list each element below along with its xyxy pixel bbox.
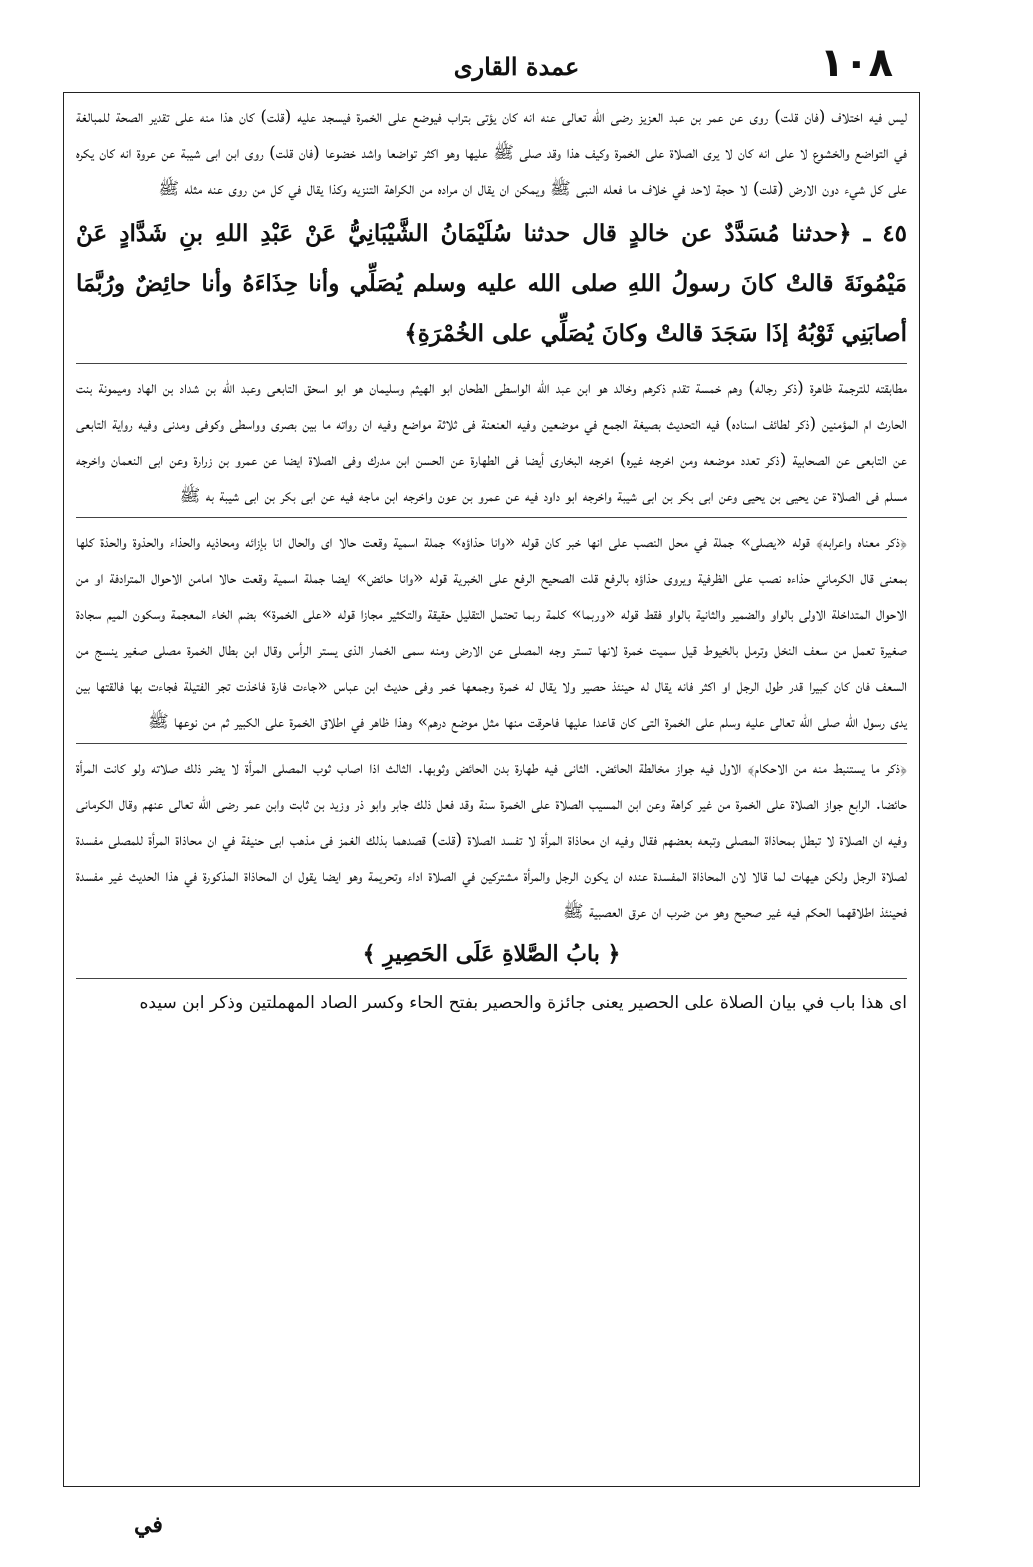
divider	[76, 978, 907, 979]
catchword: في	[134, 1512, 163, 1538]
page-number: ١٠٨	[819, 40, 893, 86]
divider	[76, 363, 907, 364]
running-title: عمدة القارى	[453, 52, 580, 81]
chapter-heading: ﴿ بابُ الصَّلاةِ عَلَى الحَصِيرِ ﴾	[362, 941, 621, 967]
commentary-paragraph-4: ﴿ذكر ما يستنبط منه من الاحكام﴾ الاول فيه جواز مخالطة الحائض. الثانى فيه طهارة بدن الحائض وثوبها. الثالث اذا اصاب ثوب المصلى المرأة لا يضر ذلك صلاته ولو كانت المرأة حائضا. الرابع جواز الصلاة على الخمرة من غير كراهة وعن ابن المسيب الصلاة على الخمرة سنة وقد فعل ذلك جابر وابو ذر وزيد بن ثابت وابن عمر رضى الله تعالى عنهم وقال الكرمانى وفيه ان الصلاة لا تبطل بمحاذاة المصلى وتبعه بعضهم فقال وفيه ان محاذاة المرأة لا تفسد الصلاة (قلت) قصدهما بذلك الغمز فى مذهب ابى حنيفة في ان محاذاة المرأة للمصلى مفسدة لصلاة الرجل ولكن هيهات لما قالا لان المحاذاة المفسدة عنده ان يكون الرجل والمرأة مشتركين في الصلاة اداء وتحريمة وهو ايضا يقول ان المحاذاة المذكورة في هذا الحديث غير مفسدة فحينئذ اطلاقهما الحكم فيه غير صحيح وهو من ضرب ان عرق العصبية ﷺ	[76, 758, 907, 922]
body-text	[76, 99, 907, 1021]
hadith-text: ٤٥ ـ ﴿حدثنا مُسَدَّدٌ عن خالدٍ قال حدثنا سُلَيْمَانُ الشَّيْبَانِيُّ عَنْ عَبْدِ اللهِ بنِ شَدَّادٍ عَنْ مَيْمُونَةَ قالتْ كانَ رسولُ اللهِ صلى الله عليه وسلم يُصَلِّي وأنا حِذَاءَهُ وأنا حائِضٌ ورُبَّمَا أصابَنِي ثَوْبُهُ إذَا سَجَدَ قالتْ وكانَ يُصَلِّي على الخُمْرَةِ﴾	[76, 220, 907, 347]
commentary-paragraph-2: مطابقته للترجمة ظاهرة (ذكر رجاله) وهم خمسة تقدم ذكرهم وخالد هو ابن عبد الله الواسطى الطحان ابو الهيثم وسليمان هو ابو اسحق التابعى وعبد الله بن شداد بن الهاد وميمونة بنت الحارث ام المؤمنين (ذكر لطائف اسناده) فيه التحديث بصيغة الجمع في موضعين وفيه العنعنة فى ثلاثة مواضع وفيه ان رواته ما بين بصرى وواسطى وكوفى ومدنى وفيه رواية التابعى عن التابعى عن الصحابية (ذكر تعدد موضعه ومن اخرجه غيره) اخرجه البخارى أيضا فى الطهارة عن الحسن ابن مدرك وفى الصلاة ايضا عن عمرو بن زرارة وعن ابى النعمان واخرجه مسلم فى الصلاة عن يحيى بن يحيى وعن ابى بكر بن ابى شيبة واخرجه ابو داود فيه عن عمرو بن عون واخرجه ابن ماجه فيه عن ابى بكر بن ابى شيبة به ﷺ	[76, 378, 907, 506]
commentary-paragraph-5: اى هذا باب في بيان الصلاة على الحصير يعنى جائزة والحصير بفتح الحاء وكسر الصاد المهملتين وذكر ابن سيده	[139, 993, 907, 1013]
commentary-paragraph-3: ﴿ذكر معناه واعرابه﴾ قوله «يصلى» جملة في محل النصب على انها خبر كان قوله «وانا حذاؤه» جملة اسمية وقعت حالا اى والحال انا بإزائه ومحاذيه والحذاء والحذوة والحذة كلها بمعنى قال الكرماني حذاءه نصب على الظرفية ويروى حذاؤه بالرفع قلت الصحيح الرفع على الخبرية قوله «وانا حائض» ايضا جملة اسمية وقعت حالا امامن الاحوال المترادفة او من الاحوال المتداخلة الاولى بالواو والضمير والثانية بالواو فقط قوله «وربما» كلمة ربما تحتمل التقليل حقيقة والتكثير مجازا قوله «على الخمرة» بضم الخاء المعجمة وسكون الميم سجادة صغيرة تعمل من سعف النخل وترمل بالخيوط قيل سميت خمرة لانها تستر وجه المصلى عن الارض ومنه سمى الخمار الذى يستر الرأس وقال ابن بطال الخمرة مصلى صغير ينسج من السعف فان كان كبيرا قدر طول الرجل او اكثر فانه يقال له حينئذ حصير ولا يقال له خمرة وجمعها خمر وفى حديث ابن عباس «جاءت فارة فاخذت تجر الفتيلة فجاءت بها فالقتها بين يدى رسول الله صلى الله تعالى عليه وسلم على الخمرة التى كان قاعدا عليها فاحرقت منها مثل موضع درهم» وهذا ظاهر في اطلاق الخمرة على الكبير ثم من نوعها ﷺ	[76, 532, 907, 732]
page-header	[0, 40, 1033, 90]
text-frame	[63, 92, 920, 1487]
divider	[76, 743, 907, 744]
commentary-paragraph-1: ليس فيه اختلاف (فان قلت) روى عن عمر بن عبد العزيز رضى الله تعالى عنه انه كان يؤتى بتراب فيوضع على الخمرة فيسجد عليه (قلت) كان هذا منه على تقدير الصحة للمبالغة في التواضع والخشوع لا على انه كان لا يرى الصلاة على الخمرة وكيف هذا وقد صلى ﷺ عليها وهو اكثر تواضعا واشد خضوعا (فان قلت) روى ابن ابى شيبة عن عروة انه كان يكره على كل شيء دون الارض (قلت) لا حجة لاحد في خلاف ما فعله النبى ﷺ ويمكن ان يقال ان مراده من الكراهة التنزيه وكذا يقال في كل من روى عنه مثله ﷺ	[76, 107, 907, 199]
divider	[76, 517, 907, 518]
